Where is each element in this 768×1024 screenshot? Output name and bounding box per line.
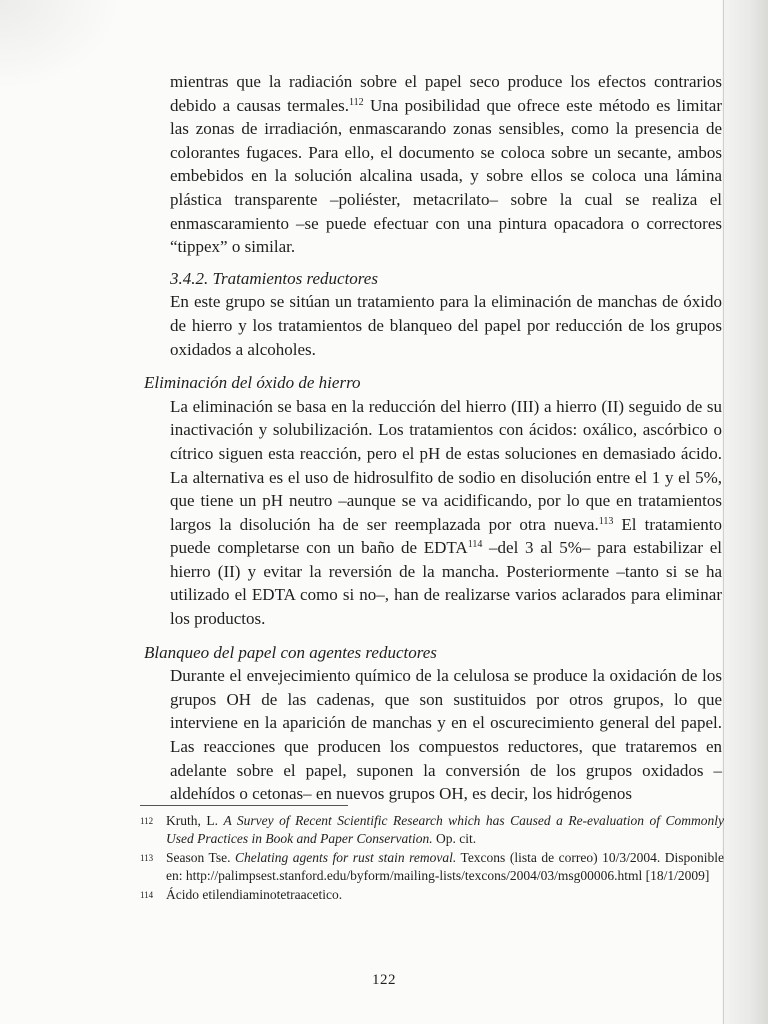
section-heading: 3.4.2. Tratamientos reductores [170, 268, 378, 288]
footnote-text: Ácido etilendiaminotetraacetico. [166, 887, 343, 903]
footnote-number: 112 [140, 816, 154, 826]
footnotes [140, 812, 724, 907]
footnote-number: 114 [140, 890, 154, 901]
footnote-114 [140, 886, 724, 905]
scan-corner-shadow [0, 0, 120, 90]
footnote-ref-114[interactable]: 114 [467, 539, 483, 551]
subheading-iron-oxide: Eliminación del óxido de hierro [144, 373, 361, 393]
footnote-112 [140, 812, 724, 847]
book-page-edge [722, 0, 768, 1024]
page-number: 122 [372, 972, 396, 988]
paragraph-2: En este grupo se sitúan un tratamiento para la eliminación de manchas de óxido de hierro y los tratamientos de blanqueo del papel por reducción de los grupos oxidados a alcoholes. [170, 292, 722, 359]
footnote-ref-112[interactable]: 112 [348, 96, 364, 108]
footnote-number: 113 [140, 853, 154, 864]
main-text [144, 70, 722, 806]
footnote-113 [140, 849, 724, 884]
paragraph-3: La eliminación se basa en la reducción del hierro (III) a hierro (II) seguido de su inactivación y solubilización. Los tratamientos con ácidos: oxálico, ascórbico o cítrico siguen esta reacción, pero el pH de estas soluciones en demasiado ácido. La alternativa es el uso de hidrosulfito de sodio en disolución entre el 1 y el 5%, que tiene un pH neutro –aunque se va acidificando, por lo que en tratamientos largos la disolución ha de ser reemplazada por otra nueva.$^{113}$ El tratamiento puede completarse con un baño de EDTA$^{114}$ –del 3 al 5%– para estabilizar el hierro (II) y evitar la reversión de la mancha. Posteriormente –tanto si se ha utilizado el EDTA como si no–, han de realizarse varios aclarados para eliminar los productos. [170, 396, 723, 629]
footnote-ref-113[interactable]: 113 [598, 515, 614, 527]
subheading-bleaching: Blanqueo del papel con agentes reductores [144, 642, 437, 662]
footnote-separator [140, 805, 348, 806]
paragraph-1: mientras que la radiación sobre el papel seco produce los efectos contrarios debido a causas termales.$^{112}$ Una posibilidad que ofrece este método es limitar las zonas de irradiación, enmascarando zonas sensibles, como la presencia de colorantes fugaces. Para ello, el documento se coloca sobre un secante, ambos embebidos en la solución alcalina usada, y sobre ellos se coloca una lámina plástica transparente –poliéster, metacrilato– sobre la cual se realiza el enmascaramiento –se puede efectuar con una pintura opacadora o correctores “tippex” o similar. [170, 72, 722, 257]
footnote-text: Kruth, L. A Survey of Recent Scientific Research which has Caused a Re-evaluation of Commonly Used Practices in Book and Paper Conservation. Op. cit. [166, 813, 724, 846]
footnote-text: Season Tse. Chelating agents for rust stain removal. Texcons (lista de correo) 10/3/2004. Disponible en: http://palimpsest.stanford.edu/byform/mailing-lists/texcons/2004/03/msg00006.html [18/1/2009] [166, 850, 724, 883]
paragraph-4: Durante el envejecimiento químico de la celulosa se produce la oxidación de los grupos OH de las cadenas, que son sustituidos por otros grupos, lo que interviene en la aparición de manchas y en el oscurecimiento general del papel. Las reacciones que producen los compuestos reductores, que trataremos en adelante sobre el papel, suponen la conversión de los grupos oxidados –aldehídos o cetonas– en nuevos grupos OH, es decir, los hidrógenos [170, 666, 722, 804]
